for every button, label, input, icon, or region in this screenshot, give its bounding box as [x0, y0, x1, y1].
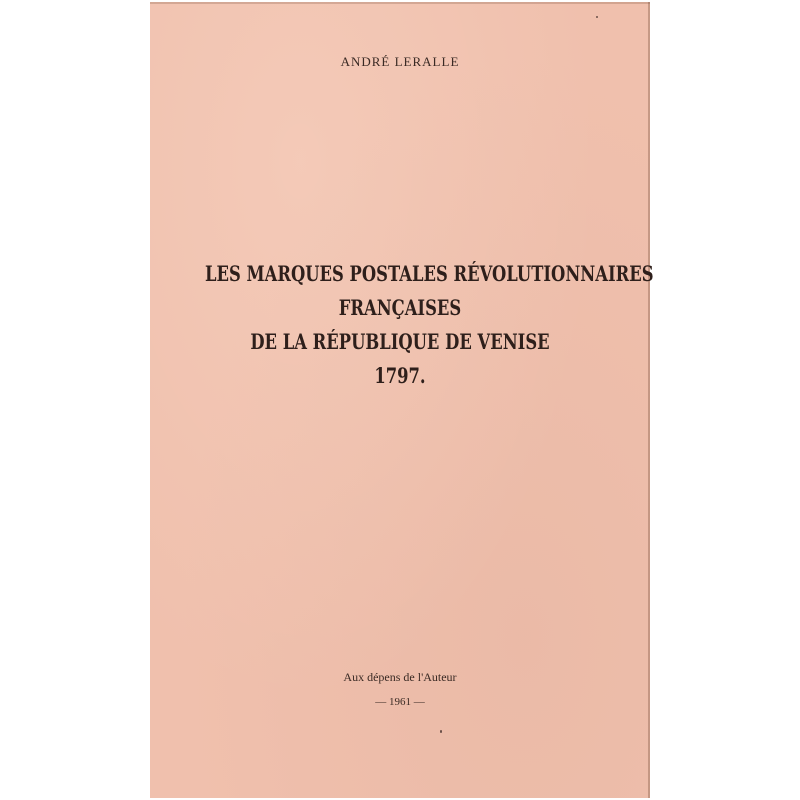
title-line: DE LA RÉPUBLIQUE DE VENISE — [250, 329, 550, 354]
book-title — [150, 257, 654, 393]
title-line: 1797. — [374, 363, 426, 388]
publisher-line: Aux dépens de l'Auteur — [343, 670, 457, 684]
title-line: FRANÇAISES — [338, 295, 462, 320]
title-line: LES MARQUES POSTALES RÉVOLUTIONNAIRES — [205, 261, 654, 286]
paper-speck — [596, 16, 598, 18]
paper-speck — [440, 730, 442, 733]
author-name: ANDRÉ LERALLE — [340, 54, 460, 69]
publication-year: — 1961 — — [375, 696, 425, 708]
book-cover — [150, 2, 654, 798]
